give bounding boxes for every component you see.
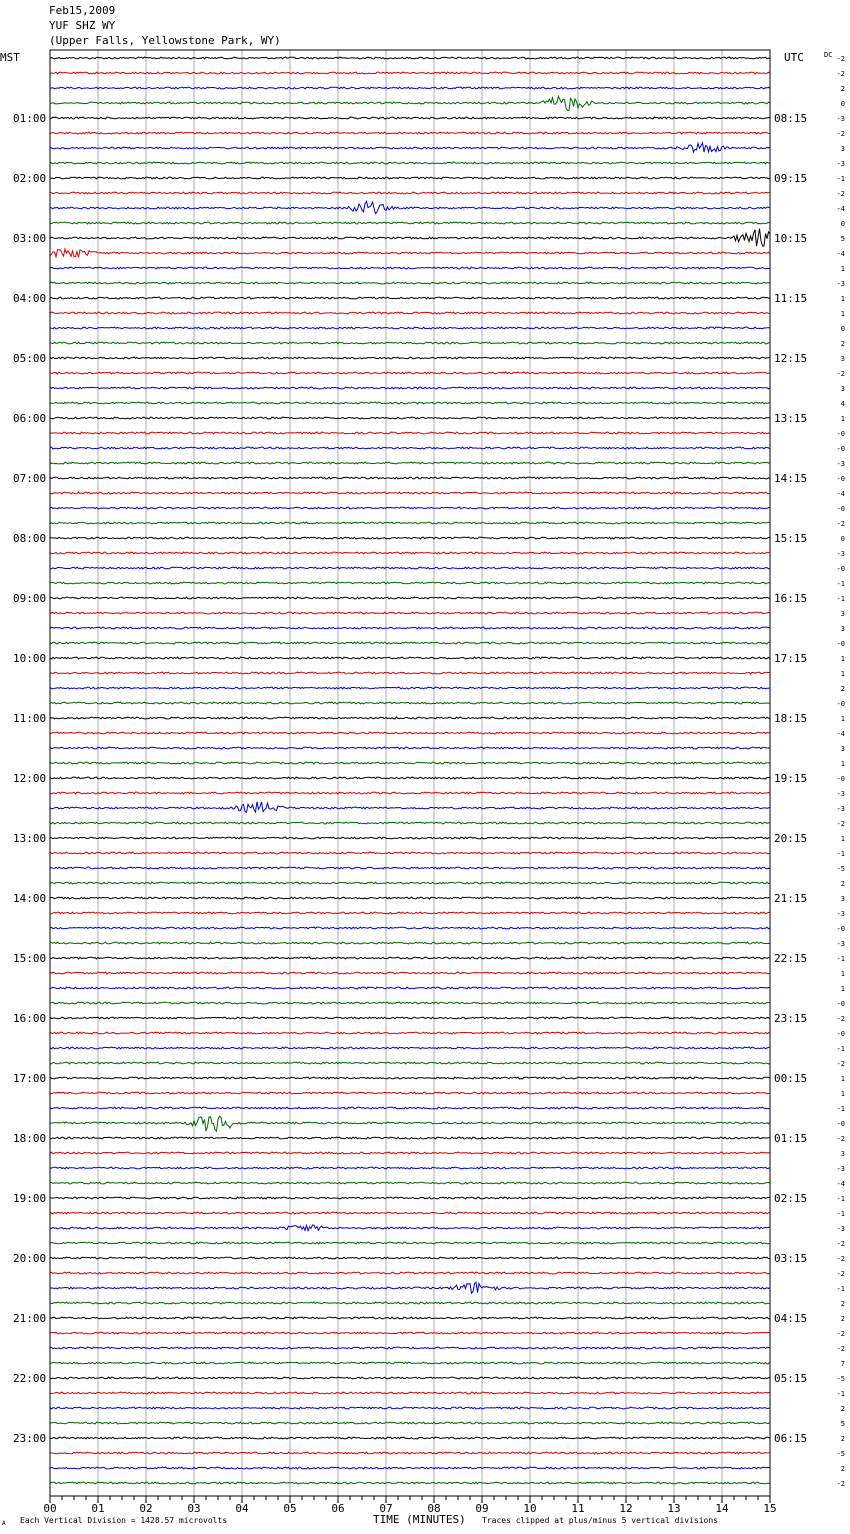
dc-offset-value: -0 (836, 445, 845, 453)
dc-offset-value: 2 (840, 1315, 845, 1323)
mst-label: MST (0, 51, 20, 64)
dc-offset-value: -2 (836, 1480, 845, 1488)
hour-label-right: 17:15 (774, 652, 808, 665)
dc-offset-value: -1 (836, 580, 845, 588)
x-tick-label: 12 (619, 1502, 633, 1515)
dc-offset-value: 3 (840, 895, 845, 903)
dc-offset-value: -0 (836, 1120, 845, 1128)
x-axis-label: TIME (MINUTES) (373, 1513, 466, 1526)
trace-row (50, 597, 770, 599)
trace-row (50, 837, 770, 839)
trace-row (50, 229, 770, 247)
dc-offset-value: 1 (840, 835, 845, 843)
hour-label-right: 18:15 (774, 712, 808, 725)
scale-note: Each Vertical Division = 1428.57 microvolts (20, 1516, 228, 1525)
dc-offset-value: -0 (836, 700, 845, 708)
dc-offset-value: -0 (836, 565, 845, 573)
trace-row (50, 1437, 770, 1439)
trace-row (50, 57, 770, 59)
dc-offset-value: -1 (836, 1210, 845, 1218)
hour-label-right: 20:15 (774, 832, 808, 845)
dc-offset-value: -1 (836, 595, 845, 603)
trace-row (50, 672, 770, 674)
dc-offset-value: -4 (836, 1180, 845, 1188)
trace-row (50, 717, 770, 719)
dc-offset-value: 3 (840, 610, 845, 618)
dc-offset-value: -4 (836, 250, 845, 258)
hour-label-right: 16:15 (774, 592, 808, 605)
dc-offset-value: 5 (840, 1420, 845, 1428)
dc-offset-value: 1 (840, 760, 845, 768)
dc-offset-value: -3 (836, 940, 845, 948)
hour-label-left: 22:00 (13, 1372, 47, 1385)
hour-label-right: 19:15 (774, 772, 808, 785)
trace-row (50, 492, 770, 494)
trace-row (50, 1197, 770, 1199)
trace-row (50, 1257, 770, 1259)
hour-label-right: 23:15 (774, 1012, 808, 1025)
hour-label-left: 01:00 (13, 112, 47, 125)
hour-label-left: 18:00 (13, 1132, 47, 1145)
dc-offset-value: -3 (836, 1165, 845, 1173)
dc-offset-value: -2 (836, 1270, 845, 1278)
dc-offset-value: 1 (840, 415, 845, 423)
hour-label-right: 02:15 (774, 1192, 808, 1205)
trace-row (50, 447, 770, 449)
trace-row (50, 612, 770, 614)
hour-label-left: 10:00 (13, 652, 47, 665)
hour-label-right: 15:15 (774, 532, 808, 545)
trace-row (50, 1116, 770, 1131)
dc-offset-value: -1 (836, 850, 845, 858)
dc-offset-value: -2 (836, 1240, 845, 1248)
trace-row (50, 912, 770, 914)
trace-row (50, 1167, 770, 1169)
trace-row (50, 87, 770, 89)
dc-offset-value: 3 (840, 1150, 845, 1158)
trace-row (50, 357, 770, 359)
trace-row (50, 1392, 770, 1394)
dc-offset-value: 3 (840, 745, 845, 753)
hour-label-right: 13:15 (774, 412, 808, 425)
trace-row (50, 747, 770, 749)
dc-offset-value: 1 (840, 265, 845, 273)
trace-row (50, 522, 770, 524)
dc-offset-value: -0 (836, 430, 845, 438)
dc-offset-value: -2 (836, 820, 845, 828)
dc-offset-value: 3 (840, 145, 845, 153)
trace-row (50, 792, 770, 794)
dc-offset-value: 3 (840, 625, 845, 633)
trace-row (50, 1152, 770, 1154)
dc-offset-value: -3 (836, 910, 845, 918)
x-tick-label: 02 (139, 1502, 153, 1515)
trace-row (50, 249, 770, 257)
dc-label: DC (824, 51, 833, 59)
trace-row (50, 627, 770, 629)
x-tick-label: 06 (331, 1502, 345, 1515)
dc-offset-value: -1 (836, 955, 845, 963)
hour-label-right: 03:15 (774, 1252, 808, 1265)
dc-offset-value: 1 (840, 310, 845, 318)
dc-offset-value: 0 (840, 220, 845, 228)
x-tick-label: 05 (283, 1502, 297, 1515)
hour-label-right: 22:15 (774, 952, 808, 965)
trace-row (50, 312, 770, 314)
trace-row (50, 1032, 770, 1034)
trace-row (50, 537, 770, 539)
clip-note: Traces clipped at plus/minus 5 vertical divisions (482, 1516, 719, 1525)
dc-offset-value: -3 (836, 460, 845, 468)
trace-row (50, 942, 770, 944)
trace-row (50, 702, 770, 704)
trace-row (50, 1137, 770, 1139)
hour-label-left: 17:00 (13, 1072, 47, 1085)
dc-offset-value: 2 (840, 1405, 845, 1413)
station-location: (Upper Falls, Yellowstone Park, WY) (49, 34, 281, 47)
dc-offset-value: -5 (836, 1450, 845, 1458)
x-tick-label: 03 (187, 1502, 201, 1515)
trace-row (50, 72, 770, 74)
x-tick-label: 07 (379, 1502, 393, 1515)
dc-offset-value: -3 (836, 805, 845, 813)
dc-offset-column (837, 55, 845, 1488)
trace-row (50, 1452, 770, 1454)
dc-offset-value: -1 (836, 1195, 845, 1203)
trace-row (50, 201, 770, 214)
trace-row (50, 1362, 770, 1364)
hour-label-right: 01:15 (774, 1132, 808, 1145)
trace-row (50, 972, 770, 974)
trace-row (50, 507, 770, 509)
dc-offset-value: -4 (836, 730, 845, 738)
dc-offset-value: -0 (836, 475, 845, 483)
trace-row (50, 777, 770, 779)
trace-row (50, 432, 770, 434)
trace-row (50, 987, 770, 989)
hour-label-left: 05:00 (13, 352, 47, 365)
dc-offset-value: -4 (836, 205, 845, 213)
hour-label-left: 20:00 (13, 1252, 47, 1265)
right-hour-labels (774, 112, 807, 1445)
trace-row (50, 297, 770, 299)
dc-offset-value: 5 (840, 235, 845, 243)
hour-label-right: 09:15 (774, 172, 808, 185)
trace-row (50, 327, 770, 329)
utc-label: UTC (784, 51, 804, 64)
trace-row (50, 1225, 770, 1231)
dc-offset-value: 7 (840, 1360, 845, 1368)
hour-label-right: 06:15 (774, 1432, 808, 1445)
dc-offset-value: -3 (836, 280, 845, 288)
dc-offset-value: 0 (840, 100, 845, 108)
trace-row (50, 387, 770, 389)
dc-offset-value: -0 (836, 925, 845, 933)
hour-label-left: 23:00 (13, 1432, 47, 1445)
trace-row (50, 1077, 770, 1079)
dc-offset-value: -1 (836, 1285, 845, 1293)
hour-label-left: 21:00 (13, 1312, 47, 1325)
trace-row (50, 1212, 770, 1214)
trace-row (50, 402, 770, 404)
x-tick-label: 15 (763, 1502, 777, 1515)
dc-offset-value: -1 (836, 175, 845, 183)
trace-row (50, 802, 770, 813)
dc-offset-value: 4 (840, 400, 845, 408)
dc-offset-value: -0 (836, 1030, 845, 1038)
trace-row (50, 1047, 770, 1049)
hour-label-right: 12:15 (774, 352, 808, 365)
dc-offset-value: 1 (840, 295, 845, 303)
trace-row (50, 957, 770, 959)
dc-offset-value: 1 (840, 670, 845, 678)
trace-row (50, 222, 770, 224)
trace-row (50, 177, 770, 179)
trace-row (50, 822, 770, 824)
trace-row (50, 162, 770, 164)
hour-label-left: 15:00 (13, 952, 47, 965)
dc-offset-value: 1 (840, 970, 845, 978)
hour-label-left: 04:00 (13, 292, 47, 305)
dc-offset-value: -2 (836, 1135, 845, 1143)
trace-row (50, 417, 770, 419)
dc-offset-value: -2 (836, 55, 845, 63)
trace-row (50, 1482, 770, 1484)
trace-row (50, 132, 770, 134)
dc-offset-value: 0 (840, 325, 845, 333)
dc-offset-value: 1 (840, 655, 845, 663)
dc-offset-value: -0 (836, 775, 845, 783)
trace-row (50, 1282, 770, 1293)
trace-group (50, 57, 770, 1484)
dc-offset-value: -3 (836, 550, 845, 558)
trace-row (50, 1017, 770, 1019)
trace-row (50, 1242, 770, 1244)
trace-row (50, 282, 770, 284)
x-tick-label: 10 (523, 1502, 537, 1515)
trace-row (50, 642, 770, 644)
dc-offset-value: -4 (836, 490, 845, 498)
dc-offset-value: 2 (840, 340, 845, 348)
trace-row (50, 462, 770, 464)
dc-offset-value: -3 (836, 790, 845, 798)
hour-label-right: 11:15 (774, 292, 808, 305)
hour-label-right: 14:15 (774, 472, 808, 485)
hour-label-right: 10:15 (774, 232, 808, 245)
hour-label-left: 19:00 (13, 1192, 47, 1205)
dc-offset-value: -2 (836, 1255, 845, 1263)
station-code: YUF SHZ WY (49, 19, 116, 32)
dc-offset-value: -0 (836, 505, 845, 513)
hour-label-left: 13:00 (13, 832, 47, 845)
hour-label-left: 07:00 (13, 472, 47, 485)
dc-offset-value: -2 (836, 1345, 845, 1353)
dc-offset-value: -0 (836, 1000, 845, 1008)
trace-row (50, 882, 770, 884)
dc-offset-value: 2 (840, 685, 845, 693)
trace-row (50, 1092, 770, 1094)
trace-row (50, 1467, 770, 1469)
dc-offset-value: -2 (836, 1015, 845, 1023)
dc-offset-value: 1 (840, 715, 845, 723)
trace-row (50, 1422, 770, 1424)
trace-row (50, 867, 770, 869)
trace-row (50, 1317, 770, 1319)
trace-row (50, 192, 770, 194)
dc-offset-value: 0 (840, 535, 845, 543)
corner-mark: A (2, 1520, 6, 1527)
trace-row (50, 1377, 770, 1379)
dc-offset-value: 3 (840, 355, 845, 363)
trace-row (50, 1407, 770, 1409)
trace-row (50, 1107, 770, 1109)
dc-offset-value: -3 (836, 115, 845, 123)
hour-label-left: 09:00 (13, 592, 47, 605)
trace-row (50, 96, 770, 110)
trace-row (50, 1272, 770, 1274)
trace-row (50, 1332, 770, 1334)
dc-offset-value: 2 (840, 880, 845, 888)
hour-label-right: 08:15 (774, 112, 808, 125)
trace-row (50, 1062, 770, 1064)
x-tick-label: 08 (427, 1502, 441, 1515)
trace-row (50, 567, 770, 569)
trace-row (50, 1302, 770, 1304)
dc-offset-value: 3 (840, 385, 845, 393)
hour-label-left: 11:00 (13, 712, 47, 725)
dc-offset-value: 1 (840, 1075, 845, 1083)
dc-offset-value: 1 (840, 1090, 845, 1098)
trace-row (50, 1002, 770, 1004)
hour-label-left: 06:00 (13, 412, 47, 425)
trace-row (50, 852, 770, 854)
left-hour-labels (13, 112, 46, 1445)
trace-row (50, 1347, 770, 1349)
x-tick-label: 01 (91, 1502, 105, 1515)
hour-label-left: 12:00 (13, 772, 47, 785)
dc-offset-value: 2 (840, 1465, 845, 1473)
dc-offset-value: -0 (836, 640, 845, 648)
dc-offset-value: -5 (836, 865, 845, 873)
hour-label-right: 05:15 (774, 1372, 808, 1385)
trace-row (50, 732, 770, 734)
dc-offset-value: -1 (836, 1045, 845, 1053)
hour-label-left: 08:00 (13, 532, 47, 545)
x-tick-label: 09 (475, 1502, 489, 1515)
dc-offset-value: -2 (836, 130, 845, 138)
dc-offset-value: -3 (836, 1225, 845, 1233)
dc-offset-value: -5 (836, 1375, 845, 1383)
trace-row (50, 582, 770, 584)
dc-offset-value: -2 (836, 1330, 845, 1338)
x-tick-label: 04 (235, 1502, 249, 1515)
dc-offset-value: -1 (836, 1105, 845, 1113)
hour-label-left: 14:00 (13, 892, 47, 905)
trace-row (50, 552, 770, 554)
dc-offset-value: 1 (840, 985, 845, 993)
trace-row (50, 267, 770, 269)
trace-row (50, 143, 770, 153)
dc-offset-value: -2 (836, 1060, 845, 1068)
hour-label-right: 00:15 (774, 1072, 808, 1085)
trace-row (50, 687, 770, 689)
x-tick-label: 14 (715, 1502, 729, 1515)
x-tick-label: 11 (571, 1502, 585, 1515)
hour-label-left: 16:00 (13, 1012, 47, 1025)
trace-row (50, 477, 770, 479)
trace-row (50, 657, 770, 659)
dc-offset-value: 2 (840, 1435, 845, 1443)
dc-offset-value: -2 (836, 70, 845, 78)
x-tick-label: 13 (667, 1502, 681, 1515)
trace-row (50, 1182, 770, 1184)
trace-row (50, 762, 770, 764)
trace-row (50, 342, 770, 344)
hour-label-right: 21:15 (774, 892, 808, 905)
dc-offset-value: 2 (840, 1300, 845, 1308)
dc-offset-value: -3 (836, 160, 845, 168)
dc-offset-value: -1 (836, 1390, 845, 1398)
hour-label-right: 04:15 (774, 1312, 808, 1325)
trace-row (50, 117, 770, 119)
x-tick-label: 00 (43, 1502, 57, 1515)
trace-row (50, 897, 770, 899)
plot-date: Feb15,2009 (49, 4, 116, 17)
hour-label-left: 03:00 (13, 232, 47, 245)
trace-row (50, 372, 770, 374)
dc-offset-value: 2 (840, 85, 845, 93)
dc-offset-value: -2 (836, 520, 845, 528)
trace-row (50, 927, 770, 929)
hour-label-left: 02:00 (13, 172, 47, 185)
dc-offset-value: -2 (836, 190, 845, 198)
dc-offset-value: -2 (836, 370, 845, 378)
